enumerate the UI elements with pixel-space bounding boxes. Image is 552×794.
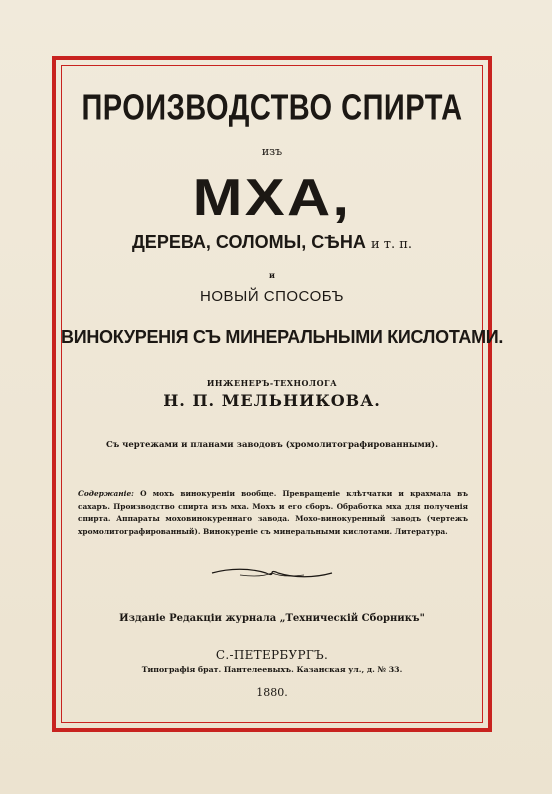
- title-line-2: изъ: [261, 145, 283, 158]
- year-line: 1880.: [256, 686, 288, 699]
- title-main-word: МХА,: [192, 169, 352, 227]
- publisher-line: Изданіе Редакціи журнала „Техническій Сборникъ": [119, 613, 425, 624]
- printer-line: Типографія брат. Пантелеевыхъ. Казанская ул., д. № 33.: [141, 665, 403, 674]
- author-role: ИНЖЕНЕРЪ-ТЕХНОЛОГА: [206, 378, 338, 388]
- table-of-contents: [78, 488, 468, 538]
- contents-text: О мохъ винокуреніи вообще. Превращеніе клѣтчатки и крахмала въ сахаръ. Производство спирта изъ мха. Мохъ и его сборъ. Обработка мха для полученія спирта. Аппараты моховинокуреннаго завода. Мохо-винокуренный заводъ (чертежъ хромолитографированный). Винокуреніе съ минеральными кислотами. Литература.: [78, 489, 468, 536]
- title-line-4-main: ДЕРЕВА, СОЛОМЫ, СѢНА: [131, 232, 366, 252]
- title-line-4: [61, 232, 483, 253]
- title-line-5: НОВЫЙ СПОСОБЪ: [200, 288, 344, 305]
- title-line-6: ВИНОКУРЕНІЯ СЪ МИНЕРАЛЬНЫМИ КИСЛОТАМИ.: [61, 327, 504, 347]
- illustrations-note: Съ чертежами и планами заводовъ (хромолитографированными).: [105, 440, 439, 450]
- title-conjunction: и: [269, 270, 275, 280]
- title-line-4-small: и т. п.: [370, 237, 413, 252]
- contents-label: Содержаніе:: [78, 489, 134, 498]
- city-line: С.-ПЕТЕРБУРГЪ.: [215, 648, 329, 662]
- title-line-1: ПРОИЗВОДСТВО СПИРТА: [81, 88, 463, 128]
- ornament-divider-icon: [210, 566, 334, 580]
- author-name: Н. П. МЕЛЬНИКОВА.: [163, 391, 381, 410]
